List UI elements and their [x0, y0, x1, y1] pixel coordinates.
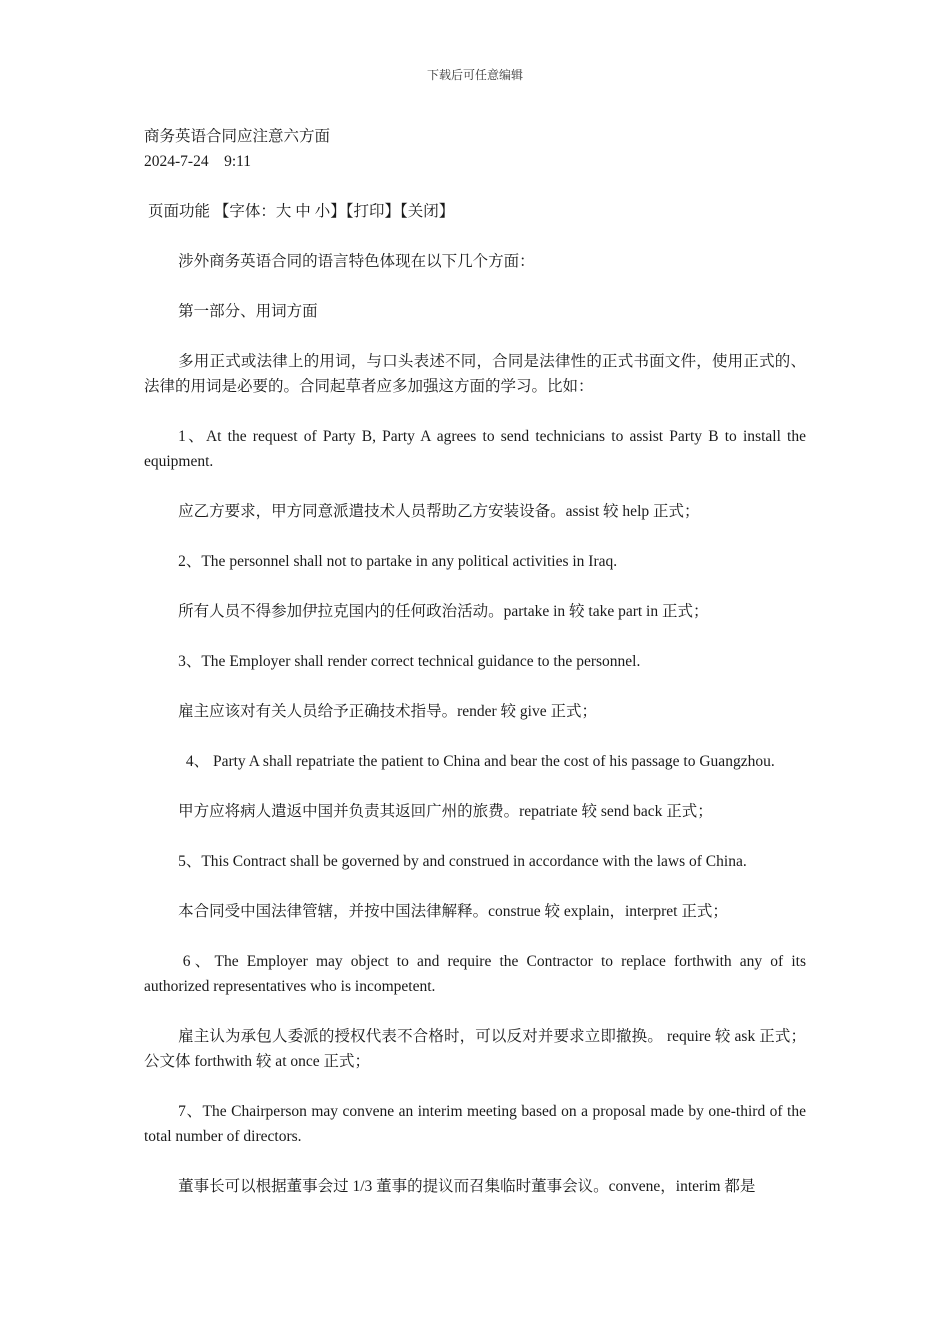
- paragraph-intro: 涉外商务英语合同的语言特色体现在以下几个方面：: [178, 253, 535, 270]
- page-function-bar: [144, 199, 806, 224]
- section-heading: 第一部分、用词方面: [178, 303, 318, 320]
- example-english-3: 3、The Employer shall render correct technical guidance to the personnel.: [178, 653, 641, 670]
- example-english-2: 2、The personnel shall not to partake in any political activities in Iraq.: [178, 553, 618, 570]
- example-english-7: 7、The Chairperson may convene an interim meeting based on a proposal made by one-third of the total number of directors.: [144, 1103, 806, 1145]
- font-size-close: 】: [330, 203, 346, 220]
- paragraph: 多用正式或法律上的用词，与口头表述不同，合同是法律性的正式书面文件，使用正式的、法律的用词是必要的。合同起草者应多加强这方面的学习。比如：: [144, 353, 806, 395]
- print-link[interactable]: 【打印】: [345, 203, 400, 220]
- font-size-open: 【字体：: [213, 203, 276, 220]
- example-chinese-5: 本合同受中国法律管辖，并按中国法律解释。construe 较 explain，interpret 正式；: [178, 903, 728, 920]
- example-chinese-6: 雇主认为承包人委派的授权代表不合格时，可以反对并要求立即撤换。 require 较 ask 正式；公文体 forthwith 较 at once 正式；: [144, 1028, 806, 1070]
- close-link[interactable]: 【关闭】: [399, 203, 455, 220]
- example-english-6: 6、The Employer may object to and require the Contractor to replace forthwith any of its authorized representatives who is incompetent.: [144, 953, 806, 995]
- font-small-link[interactable]: 小: [314, 203, 331, 220]
- example-english-4: 4、 Party A shall repatriate the patient to China and bear the cost of his passage to Guangzhou.: [185, 753, 775, 770]
- article-body: [144, 124, 806, 1224]
- header-note: 下载后可任意编辑: [426, 68, 523, 82]
- font-medium-link[interactable]: 中: [295, 203, 311, 220]
- example-english-5: 5、This Contract shall be governed by and construed in accordance with the laws of China.: [178, 853, 747, 870]
- article-title: 商务英语合同应注意六方面: [144, 128, 331, 145]
- example-chinese-7: 董事长可以根据董事会过 1/3 董事的提议而召集临时董事会议。convene，interim 都是: [178, 1178, 756, 1195]
- function-bar-label: 页面功能: [148, 203, 214, 220]
- example-chinese-2: 所有人员不得参加伊拉克国内的任何政治活动。partake in 较 take part in 正式；: [178, 603, 709, 620]
- font-large-link[interactable]: 大: [275, 203, 292, 220]
- example-english-1: 1、At the request of Party B, Party A agrees to send technicians to assist Party B to install the equipment.: [144, 428, 806, 470]
- example-chinese-3: 雇主应该对有关人员给予正确技术指导。render 较 give 正式；: [178, 703, 597, 720]
- article-date: 2024-7-24 9:11: [144, 153, 252, 170]
- example-chinese-4: 甲方应将病人遣返中国并负责其返回广州的旅费。repatriate 较 send back 正式；: [178, 803, 713, 820]
- example-chinese-1: 应乙方要求，甲方同意派遣技术人员帮助乙方安装设备。assist 较 help 正式；: [178, 503, 700, 520]
